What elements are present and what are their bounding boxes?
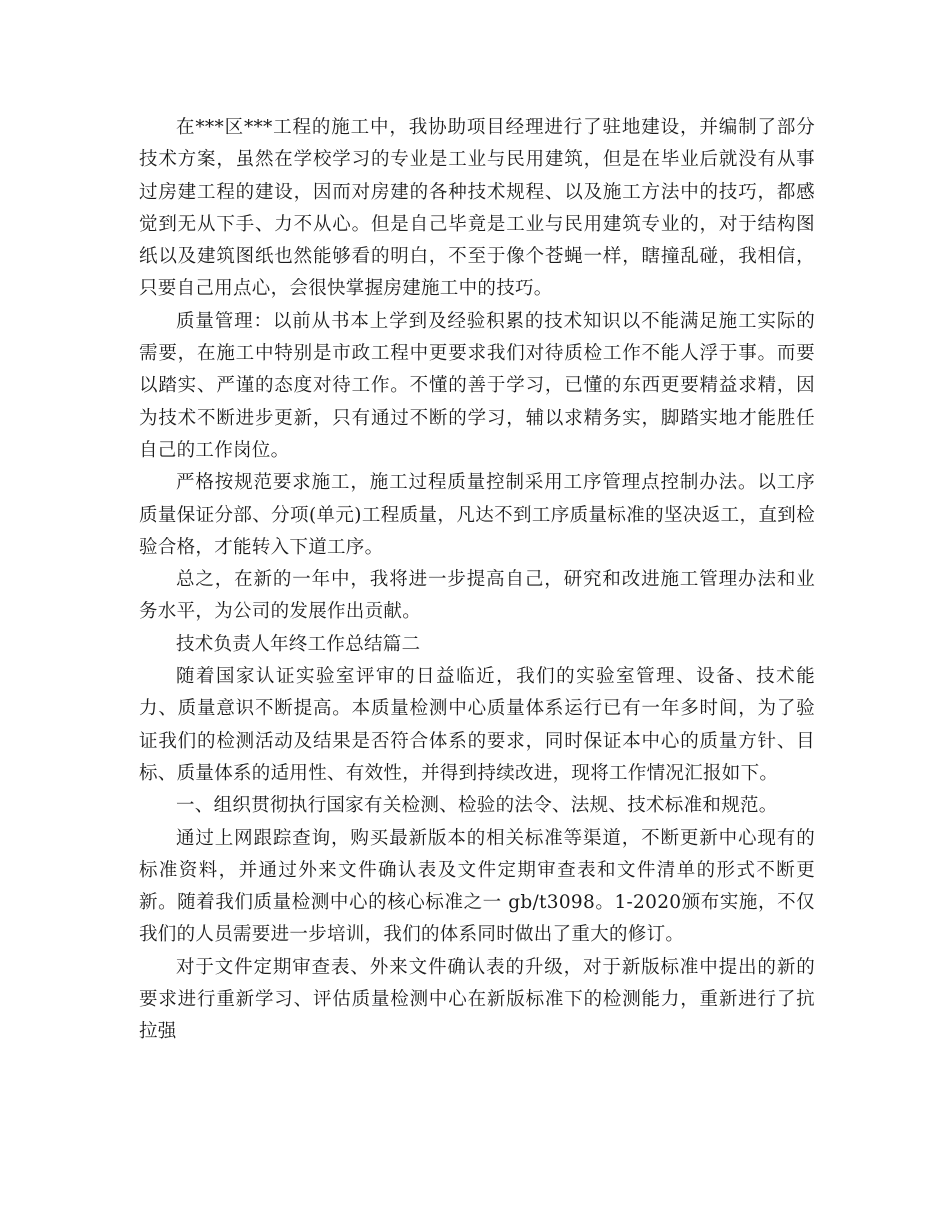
paragraph-4: 总之，在新的一年中，我将进一步提高自己，研究和改进施工管理办法和业务水平，为公司的发展作出贡献。 bbox=[139, 569, 815, 623]
paragraph-7: 对于文件定期审查表、外来文件确认表的升级，对于新版标准中提出的新的要求进行重新学习、评估质量检测中心在新版标准下的检测能力，重新进行了抗拉强 bbox=[139, 956, 815, 1043]
paragraph-6: 通过上网跟踪查询，购买最新版本的相关标准等渠道，不断更新中心现有的标准资料，并通过外来文件确认表及文件定期审查表和文件清单的形式不断更新。随着我们质量检测中心的核心标准之一 gb/t3098。1-2020颁布实施，不仅我们的人员需要进一步培训，我们的体系同时做出了重大的修订。 bbox=[139, 827, 815, 946]
paragraph-5: 随着国家认证实验室评审的日益临近，我们的实验室管理、设备、技术能力、质量意识不断提高。本质量检测中心质量体系运行已有一年多时间，为了验证我们的检测活动及结果是否符合体系的要求，同时保证本中心的质量方针、目标、质量体系的适用性、有效性，并得到持续改进，现将工作情况汇报如下。 bbox=[139, 666, 815, 784]
section-heading: 技术负责人年终工作总结篇二 bbox=[176, 633, 421, 655]
paragraph-2: 质量管理：以前从书本上学到及经验积累的技术知识以不能满足施工实际的需要，在施工中特别是市政工程中更要求我们对待质检工作不能人浮于事。而要以踏实、严谨的态度对待工作。不懂的善于学习，已懂的东西更要精益求精，因为技术不断进步更新，只有通过不断的学习，辅以求精务实，脚踏实地才能胜任自己的工作岗位。 bbox=[139, 310, 815, 461]
paragraph-1: 在***区***工程的施工中，我协助项目经理进行了驻地建设，并编制了部分技术方案，虽然在学校学习的专业是工业与民用建筑，但是在毕业后就没有从事过房建工程的建设，因而对房建的各种技术规程、以及施工方法中的技巧，都感觉到无从下手、力不从心。但是自己毕竟是工业与民用建筑专业的，对于结构图纸以及建筑图纸也然能够看的明白，不至于像个苍蝇一样，瞎撞乱碰，我相信，只要自己用点心，会很快掌握房建施工中的技巧。 bbox=[139, 117, 815, 300]
list-heading: 一、组织贯彻执行国家有关检测、检验的法令、法规、技术标准和规范。 bbox=[176, 795, 778, 817]
document-body bbox=[139, 112, 815, 1049]
paragraph-3: 严格按规范要求施工，施工过程质量控制采用工序管理点控制办法。以工序质量保证分部、分项(单元)工程质量，凡达不到工序质量标准的坚决返工，直到检验合格，才能转入下道工序。 bbox=[139, 472, 815, 558]
